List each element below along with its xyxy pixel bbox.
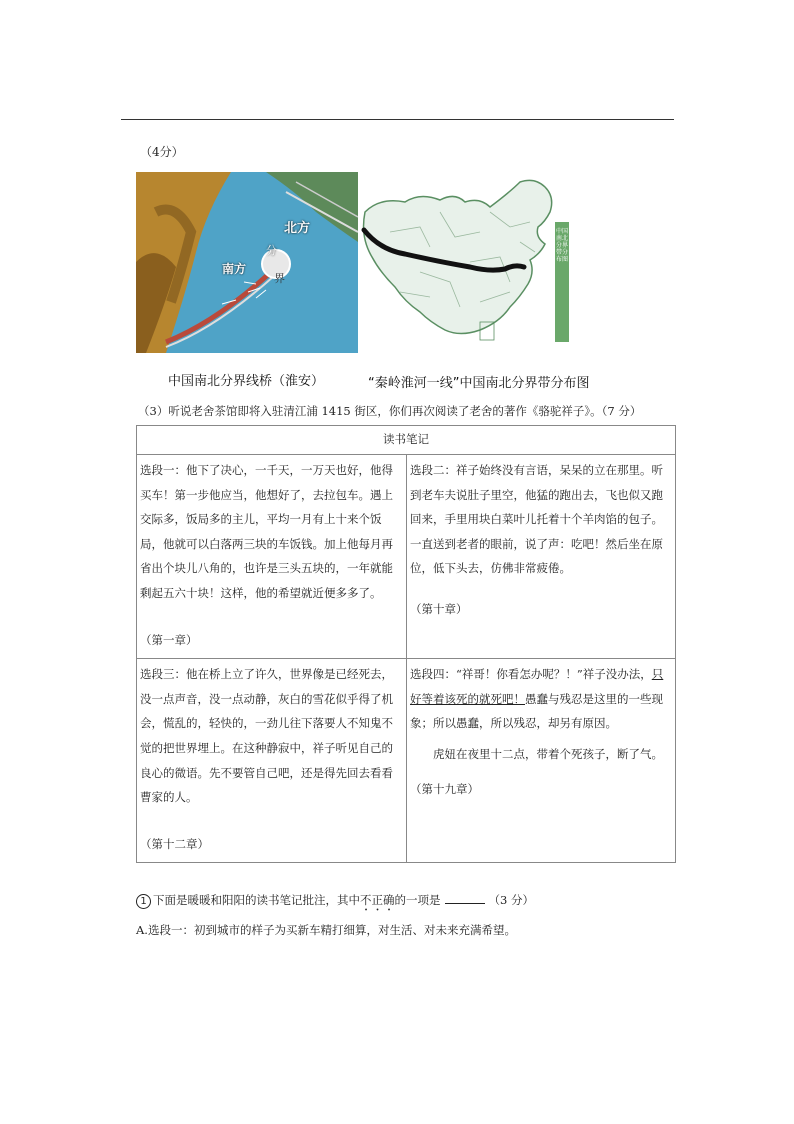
label-north: 北方 (284, 221, 311, 236)
question-number-circle: 1 (136, 894, 151, 909)
china-map (360, 172, 572, 353)
china-map-art (360, 172, 572, 353)
sub-question-text-after: 的一项是 (394, 893, 441, 907)
passage-4-text-2: 虎妞在夜里十二点，带着个死孩子，断了气。 (433, 746, 663, 761)
bridge-photo-art (136, 172, 358, 353)
sub-question-score: （3 分） (488, 893, 534, 907)
photo-caption: 中国南北分界线桥（淮安） (168, 374, 325, 389)
notes-title: 读书笔记 (137, 426, 676, 455)
option-a: A.选段一：初到城市的样子为买新车精打细算，对生活、对未来充满希望。 (136, 923, 516, 937)
sub-question-text-before: 下面是暖暖和阳阳的读书笔记批注，其中 (153, 893, 360, 907)
passage-3-cell (137, 659, 407, 863)
passage-3-chapter: （第十二章） (140, 836, 209, 851)
top-rule (121, 119, 674, 120)
reading-notes-table (136, 425, 676, 863)
map-caption: “秦岭淮河一线”中国南北分界带分布图 (368, 376, 590, 391)
passage-4-underlined: 只好等着该死的就死吧！ (410, 667, 664, 706)
score-note: （4分） (140, 145, 184, 159)
passage-1-chapter: （第一章） (140, 632, 198, 647)
passage-4-cell (407, 659, 676, 863)
bridge-photo (136, 172, 358, 353)
passage-1-text: 选段一：他下了决心，一千天，一万天也好，他得买车！第一步他应当，他想好了，去拉包车。遇上交际多，饭局多的主儿，平均一月有上十来个饭局，他就可以白落两三块的车饭钱。加上他每月再省出个块儿八角的，也许是三头五块的，一年就能剩起五六十块！这样，他的希望就近便多多了。 (140, 463, 393, 600)
passage-1-cell (137, 455, 407, 659)
label-divide-2: 界 (274, 272, 285, 285)
answer-blank[interactable] (445, 892, 485, 904)
passage-2-chapter: （第十章） (410, 601, 468, 616)
question-3: （3）听说老舍茶馆即将入驻清江浦 1415 街区，你们再次阅读了老舍的著作《骆驼祥子》。（7 分） (138, 404, 642, 418)
passage-4-chapter: （第十九章） (410, 781, 479, 796)
passage-3-text: 选段三：他在桥上立了许久，世界像是已经死去，没一点声音，没一点动静，灰白的雪花似乎得了机会，慌乱的，轻快的，一劲儿往下落要人不知鬼不觉的把世界埋上。在这种静寂中，祥子听见自己的良心的微语。先不要管自己吧，还是得先回去看看曹家的人。 (140, 667, 393, 805)
passage-4-after: 愚蠢与残忍是这里的一些现象；所以愚蠢，所以残忍，却另有原因。 (410, 691, 663, 731)
passage-4-text (410, 662, 672, 736)
label-divide-1: 分 (266, 244, 277, 257)
sub-question-1 (136, 892, 534, 914)
passage-4-before: 选段四：“祥哥！你看怎办呢？！”祥子没办法， (410, 667, 652, 682)
label-south: 南方 (222, 262, 247, 276)
sub-question-emphasis: 不正确 (360, 893, 395, 907)
passage-2-text: 选段二：祥子始终没有言语，呆呆的立在那里。听到老车夫说肚子里空，他猛的跑出去，飞也似又跑回来，手里用块白菜叶儿托着十个羊肉馅的包子。一直送到老者的眼前，说了声：吃吧！然后坐在原位，低下头去，仿佛非常疲倦。 (410, 463, 663, 576)
map-legend-text: 中国南北分界带分布图 (556, 228, 569, 263)
passage-2-cell (407, 455, 676, 659)
